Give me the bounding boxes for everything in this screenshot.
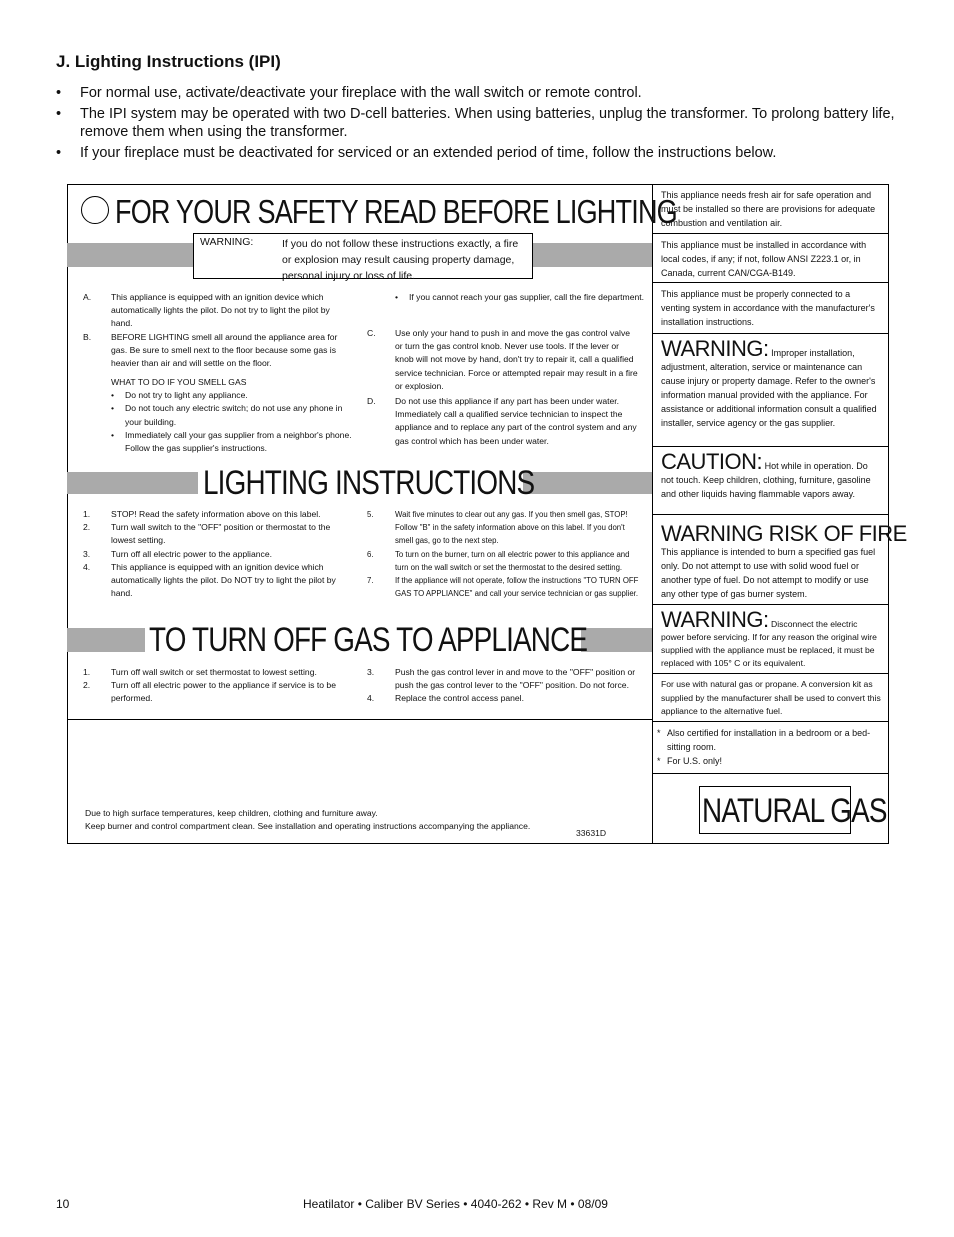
title-bar xyxy=(67,472,198,494)
list-item: 2. Turn off all electric power to the appliance if service is to be performed. xyxy=(83,680,336,704)
list-item: B. BEFORE LIGHTING smell all around the appliance area for gas. Be sure to smell next to the floor because some gas is heavier than air and will settle on the floor. xyxy=(83,331,338,369)
turnoff-list-right xyxy=(367,666,639,706)
safety-list-left xyxy=(83,291,351,370)
list-item: • The IPI system may be operated with two D-cell batteries. When using batteries, unplug the transformer. To prolong battery life, remove them when using the transformer. xyxy=(56,106,895,140)
fire-risk-text: This appliance is intended to burn a specified gas fuel only. Do not attempt to use with solid wood fuel or another type of fuel. Do not attempt to modify or use any other type of gas burner system. xyxy=(661,547,876,599)
warning-text: Disconnect the electric power before servicing. If for any reason the original wire supplied with the appliance must be replaced, it must be replaced with 105° C or its equivalent. xyxy=(661,619,877,668)
safety-right-bullet xyxy=(395,291,645,304)
list-item: A. This appliance is equipped with an ignition device which automatically lights the pilot. Do not try to light the pilot by hand. xyxy=(83,292,330,329)
note: * Also certified for installation in a bedroom or a bed-sitting room. xyxy=(657,728,871,752)
note: * For U.S. only! xyxy=(657,756,723,766)
warning-power-cell xyxy=(653,605,889,674)
warning-box-text: If you do not follow these instructions exactly, a fire or explosion may result causing property damage, personal injury or loss of life. xyxy=(282,238,519,282)
notes-cell xyxy=(653,722,889,774)
list-item: 3. Turn off all electric power to the appliance. xyxy=(83,548,272,559)
list-item: 3. Push the gas control lever in and move to the "OFF" position or push the gas control lever to the "OFF" position. Do not force. xyxy=(367,667,636,691)
fresh-air-cell: This appliance needs fresh air for safe operation and must be installed so there are provisions for adequate combustion and ventilation air. xyxy=(653,184,889,234)
list-item: 1. STOP! Read the safety information above on this label. xyxy=(83,509,321,519)
conversion-cell: For use with natural gas or propane. A conversion kit as supplied by the manufacturer shall be used to convert this appliance to the alternative fuel. xyxy=(653,674,889,722)
warning-heading: WARNING: xyxy=(661,607,769,632)
caution-cell xyxy=(653,447,889,515)
bottom-note-2: Keep burner and control compartment clean. See installation and operating instructions accompanying the appliance. xyxy=(85,821,531,831)
section-heading: J. Lighting Instructions (IPI) xyxy=(56,52,281,71)
list-item: D. Do not use this appliance if any part has been under water. Immediately call a qualified service technician to inspect the appliance and to replace any part of the control system and any gas control which has been under water. xyxy=(367,396,637,446)
doc-info: Heatilator • Caliber BV Series • 4040-262 • Rev M • 08/09 xyxy=(303,1197,608,1211)
alert-circle-icon xyxy=(81,196,109,224)
safety-title: FOR YOUR SAFETY READ BEFORE LIGHTING xyxy=(115,193,677,230)
smell-gas-block xyxy=(111,376,355,455)
warning-heading: WARNING: xyxy=(661,336,769,361)
safety-list-right xyxy=(367,327,639,448)
title-bar xyxy=(523,472,652,494)
divider xyxy=(67,719,652,720)
list-item: • If your fireplace must be deactivated for serviced or an extended period of time, follow the instructions below. xyxy=(56,145,777,161)
list-item: • Do not try to light any appliance. xyxy=(111,390,248,401)
turnoff-list-left xyxy=(83,666,351,706)
fire-risk-cell xyxy=(653,515,907,605)
list-item: 4. Replace the control access panel. xyxy=(367,693,524,704)
list-item: • Immediately call your gas supplier from a neighbor's phone. Follow the gas supplier's instructions. xyxy=(111,429,352,454)
list-item: C. Use only your hand to push in and move the gas control valve or turn the gas control knob. Never use tools. If the lever or knob will not move by hand, don't try to repair it, call a qualified service technician. Force or attempted repair may result in a fire or explosion. xyxy=(367,328,638,391)
list-item: 5. Wait five minutes to clear out any gas. If you then smell gas, STOP! Follow "B" in the safety information above on this label. If you don't smell gas, go to the next step. xyxy=(367,510,628,546)
fire-risk-heading: WARNING RISK OF FIRE xyxy=(661,521,907,546)
lighting-list-left xyxy=(83,508,351,600)
bottom-note-1: Due to high surface temperatures, keep children, clothing and furniture away. xyxy=(85,808,378,818)
venting-cell: This appliance must be properly connected to a venting system in accordance with the manufacturer's installation instructions. xyxy=(653,283,889,334)
lighting-title: LIGHTING INSTRUCTIONS xyxy=(203,464,535,502)
list-item: • For normal use, activate/deactivate your fireplace with the wall switch or remote control. xyxy=(56,85,642,101)
warning-text: Improper installation, adjustment, alteration, service or maintenance can cause injury or property damage. Refer to the owner's information manual provided with the appliance. For assistance or additional information consult a qualified installer, service agency or the gas supplier. xyxy=(661,348,877,428)
intro-bullets xyxy=(56,84,906,165)
lighting-list-right xyxy=(367,508,643,600)
warning-box-label: WARNING: xyxy=(200,236,254,248)
list-item: 2. Turn wall switch to the "OFF" position or thermostat to the lowest setting. xyxy=(83,522,331,546)
caution-text: Hot while in operation. Do not touch. Keep children, clothing, furniture, gasoline and other liquids having flammable vapors away. xyxy=(661,461,871,499)
warning-box xyxy=(193,233,533,282)
label-right-panel xyxy=(653,184,907,844)
list-item: 1. Turn off wall switch or set thermostat to lowest setting. xyxy=(83,667,317,677)
turnoff-title: TO TURN OFF GAS TO APPLIANCE xyxy=(149,621,588,659)
label-code: 33631D xyxy=(576,828,607,838)
fuel-type: NATURAL GAS xyxy=(702,792,887,830)
title-bar xyxy=(67,628,145,652)
page-number: 10 xyxy=(56,1197,70,1211)
list-item: 6. To turn on the burner, turn on all electric power to this appliance and turn on the wall switch or set the thermostat to the desired setting. xyxy=(367,549,630,572)
caution-heading: CAUTION: xyxy=(661,449,763,474)
fuel-type-box xyxy=(699,786,887,834)
list-item: • Do not touch any electric switch; do not use any phone in your building. xyxy=(111,403,343,427)
smell-gas-heading: WHAT TO DO IF YOU SMELL GAS xyxy=(111,377,247,387)
label-left-panel xyxy=(67,184,677,844)
title-bar xyxy=(581,628,652,652)
warning-installation-cell xyxy=(653,334,889,447)
list-item: 4. This appliance is equipped with an ignition device which automatically lights the pilot. Do NOT try to light the pilot by hand. xyxy=(83,561,336,599)
list-item: 7. If the appliance will not operate, follow the instructions "TO TURN OFF GAS TO APPLIANCE" and call your service technician or gas supplier. xyxy=(367,576,639,599)
codes-cell: This appliance must be installed in accordance with local codes, if any; if not, follow ANSI Z223.1 or, in Canada, current CAN/CGA-B149. xyxy=(653,234,889,283)
list-item: • If you cannot reach your gas supplier, call the fire department. xyxy=(395,292,645,302)
